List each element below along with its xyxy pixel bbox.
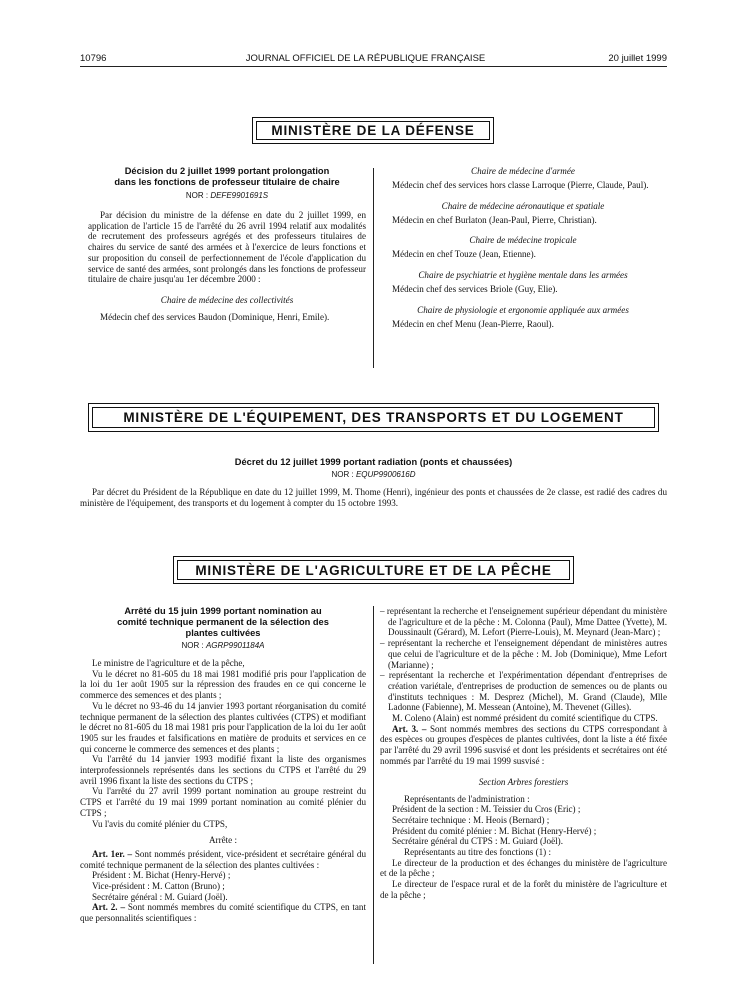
decree-title: Décret du 12 juillet 1999 portant radiation (ponts et chaussées) [234, 457, 513, 467]
agriculture-left-column [80, 606, 366, 924]
nor-code: DEFE9901691S [210, 191, 269, 200]
defense-right-column [380, 166, 666, 330]
visa-paragraph: Vu l'avis du comité plénier du CTPS, [92, 818, 228, 829]
article-3-text: Sont nommés membres des sections du CTPS correspondant à des espèces ou groupes d'espèces de plantes cultivées, dont la liste a été fixée par l'arrêté du 29 avril 1996 susvisé et dont les présidents et secrétaires ont été nommés par l'arrêté du 19 mai 1999 susvisé : [380, 723, 668, 766]
chair-name: Chaire de médecine des collectivités [160, 294, 294, 305]
defense-left-column [88, 166, 366, 323]
chair-holder: Médecin en chef Menu (Jean-Pierre, Raoul). [392, 318, 554, 329]
chair-holder: Médecin chef des services Baudon (Dominique, Henri, Emile). [100, 311, 330, 322]
decree-body: Par décret du Président de la République en date du 12 juillet 1999, M. Thome (Henri), ingénieur des ponts et chaussées de 2e classe, est radié des cadres du ministère de l'équipement, des transports et du logement à compter du 15 octobre 1993. [80, 487, 667, 508]
scientific-president: M. Coleno (Alain) est nommé président du comité scientifique du CTPS. [392, 713, 658, 724]
decision-nor [88, 191, 366, 200]
titre-line: Le directeur de la production et des échanges du ministère de l'agriculture et de la pêche ; [380, 857, 667, 879]
nominee-line: Vice-président : M. Catton (Bruno) ; [92, 881, 225, 892]
ministry-box-equipement [88, 403, 659, 432]
admin-line: Secrétaire général du CTPS : M. Guiard (Joël). [392, 836, 563, 847]
chair-name: Chaire de médecine tropicale [469, 235, 577, 246]
decision-title-line1: Décision du 2 juillet 1999 portant prolongation [124, 166, 330, 176]
member-group: – représentant la recherche et l'expérimentation dépendant d'entreprises de création variétale, d'entreprises de production de semences ou de plants ou d'instituts techniques : M. Desprez (Michel), M. Grand (Claude), Mlle Ladonne (Fabienne), M. Messean (Antoine), M. Thevenet (Gilles). [380, 670, 667, 713]
admin-line: Président du comité plénier : M. Bichat (Henry-Hervé) ; [392, 825, 597, 836]
decree-nor [80, 470, 667, 479]
member-group: – représentant la recherche et l'enseignement dépendant de ministères autres que celui de l'agriculture et de la pêche : M. Job (Dominique), Mme Lefort (Marianne) ; [380, 638, 667, 670]
equipement-section [80, 457, 667, 508]
decision-title-line2: dans les fonctions de professeur titulaire de chaire [114, 177, 340, 187]
section-title: Section Arbres forestiers [478, 776, 569, 787]
nor-label: NOR : [331, 470, 354, 479]
article-3 [380, 724, 667, 767]
column-divider [373, 606, 374, 964]
article-2-text: Sont nommés membres du comité scientifique du CTPS, en tant que personnalités scientifiques : [80, 902, 366, 924]
ministry-box-agriculture [173, 556, 574, 584]
article-3-label: Art. 3. – [392, 723, 427, 734]
nor-label: NOR : [185, 191, 209, 200]
chair-name: Chaire de médecine aéronautique et spatiale [441, 200, 605, 211]
chair-holder: Médecin chef des services hors classe Larroque (Pierre, Claude, Paul). [392, 180, 649, 190]
visa-paragraph: Vu le décret no 81-605 du 18 mai 1981 modifié pris pour l'application de la loi du 1er août 1905 sur la répression des fraudes en ce qui concerne le commerce des semences et des plants ; [80, 668, 366, 701]
journal-title: JOURNAL OFFICIEL DE LA RÉPUBLIQUE FRANÇAISE [245, 53, 486, 64]
chair-name: Chaire de physiologie et ergonomie appliquée aux armées [417, 304, 629, 315]
ministry-title-defense: MINISTÈRE DE LA DÉFENSE [256, 121, 490, 140]
arrete-nor [80, 641, 366, 650]
arrete-word: Arrête : [208, 835, 238, 846]
titre-heading: Représentants au titre des fonctions (1) : [404, 847, 551, 858]
admin-heading: Représentants de l'administration : [404, 793, 530, 804]
nominee-line: Secrétaire général : M. Guiard (Joël). [92, 891, 228, 902]
admin-line: Secrétaire technique : M. Heois (Bernard) ; [392, 814, 550, 825]
article-1 [80, 849, 366, 870]
agriculture-right-column [380, 606, 667, 901]
decision-body: Par décision du ministre de la défense en date du 2 juillet 1999, en application de l'article 15 de l'arrêté du 26 avril 1994 relatif aux modalités de recrutement des professeurs agrégés et des professeurs titulaires de chaires du service de santé des armées et à l'exercice de leurs fonctions et sur proposition du conseil de perfectionnement de l'école d'application du service de santé des armées, sont prolongés dans les fonctions de professeur titulaire de chaire jusqu'au 1er décembre 2000 : [88, 210, 366, 285]
article-2-label: Art. 2. – [92, 902, 125, 913]
nor-label: NOR : [181, 641, 204, 650]
visa-paragraph: Le ministre de l'agriculture et de la pêche, [92, 658, 245, 668]
chair-name: Chaire de médecine d'armée [471, 166, 575, 176]
arrete-title-line2: comité technique permanent de la sélection des [117, 617, 329, 627]
arrete-title-line1: Arrêté du 15 juin 1999 portant nomination au [124, 606, 322, 616]
ministry-title-agriculture: MINISTÈRE DE L'AGRICULTURE ET DE LA PÊCHE [177, 560, 570, 580]
nor-code: AGRP9901184A [205, 641, 265, 650]
issue-date: 20 juillet 1999 [608, 53, 667, 64]
page-number: 10796 [80, 53, 107, 64]
article-1-text: Sont nommés président, vice-président et secrétaire général du comité technique permanent de la sélection des plantes cultivées : [80, 848, 367, 870]
article-2 [80, 902, 366, 923]
chair-name: Chaire de psychiatrie et hygiène mentale dans les armées [418, 270, 628, 281]
chair-holder: Médecin chef des services Briole (Guy, Elie). [392, 284, 558, 295]
nor-code: EQUP9900616D [355, 470, 416, 479]
admin-line: Président de la section : M. Teissier du Cros (Eric) ; [392, 804, 581, 815]
visa-paragraph: Vu l'arrêté du 14 janvier 1993 modifié fixant la liste des organismes interprofessionnels représentés dans les sections du CTPS et l'arrêté du 29 avril 1996 fixant la liste des sections du CTPS ; [80, 754, 366, 786]
member-group: – représentant la recherche et l'enseignement supérieur dépendant du ministère de l'agriculture et de la pêche : M. Colonna (Paul), Mme Dattee (Yvette), M. Doussinault (Gérard), M. Lefort (Pierre-Louis), M. Meynard (Jean-Marc) ; [380, 606, 667, 638]
chair-holder: Médecin en chef Burlaton (Jean-Paul, Pierre, Christian). [392, 214, 597, 225]
header-rule [80, 66, 667, 67]
titre-line: Le directeur de l'espace rural et de la forêt du ministère de l'agriculture et de la pêche ; [380, 879, 667, 900]
column-divider [373, 168, 374, 368]
visa-paragraph: Vu le décret no 93-46 du 14 janvier 1993 portant réorganisation du comité technique permanent de la sélection des plantes cultivées (CTPS) et modifiant le décret no 81-605 du 18 mai 1981 pris pour l'application de la loi du 1er août 1905 sur les fraudes et falsifications en matière de produits et services en ce qui concerne le commerce des semences et des plants ; [80, 700, 367, 754]
nominee-line: Président : M. Bichat (Henry-Hervé) ; [92, 870, 231, 881]
ministry-title-equipement: MINISTÈRE DE L'ÉQUIPEMENT, DES TRANSPORTS ET DU LOGEMENT [92, 407, 655, 428]
ministry-box-defense [252, 117, 494, 144]
visa-paragraph: Vu l'arrêté du 27 avril 1999 portant nomination au groupe restreint du CTPS et l'arrêté du 19 mai 1999 portant nomination au comité plénier du CTPS ; [80, 786, 366, 818]
article-1-label: Art. 1er. – [92, 848, 133, 859]
arrete-title-line3: plantes cultivées [185, 628, 261, 638]
chair-holder: Médecin en chef Touze (Jean, Etienne). [392, 249, 536, 260]
